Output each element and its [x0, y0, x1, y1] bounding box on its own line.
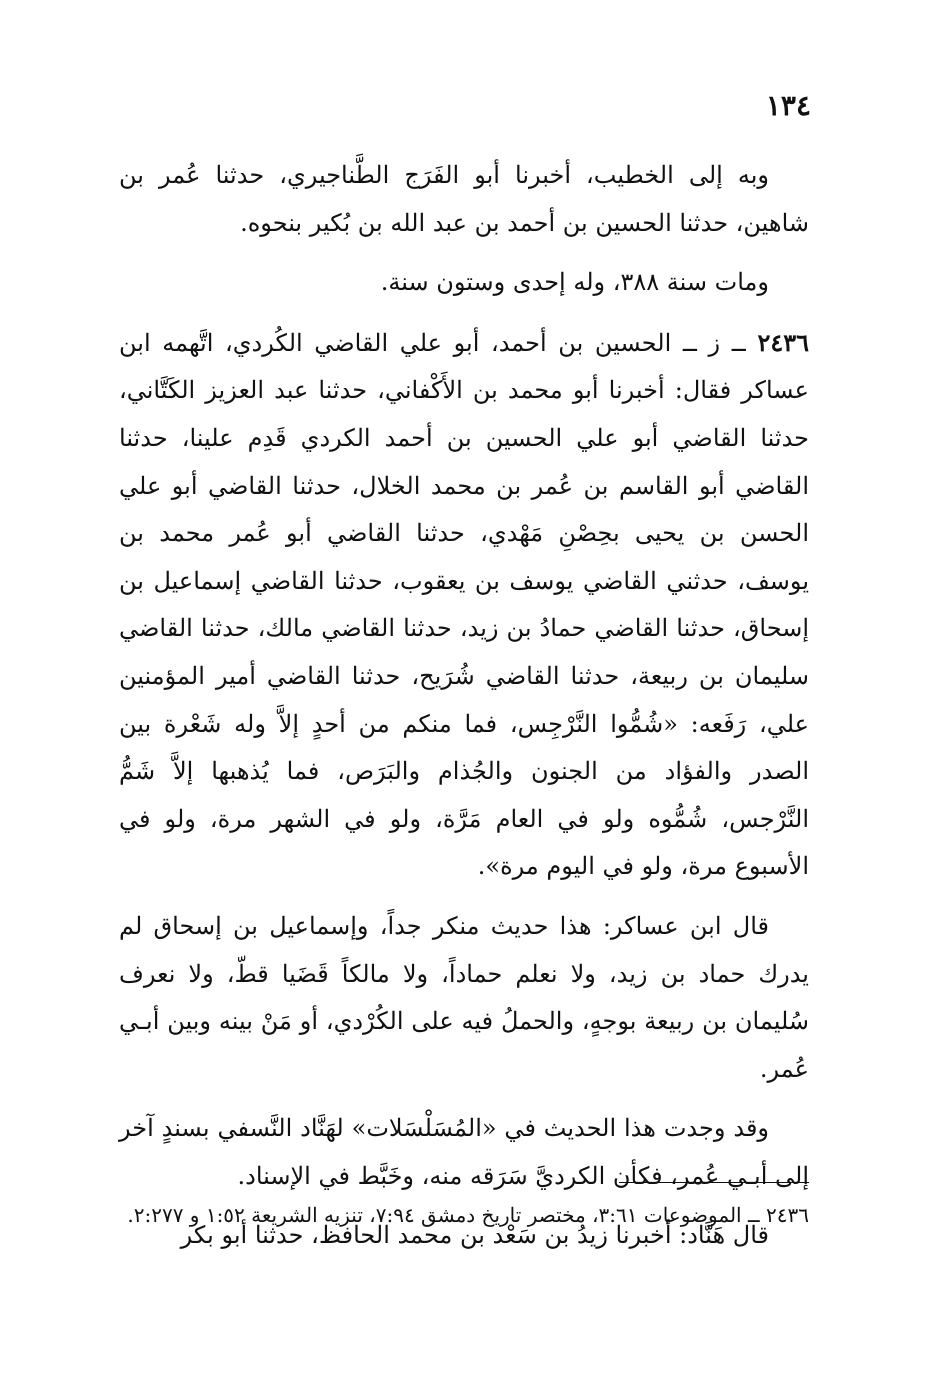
page-number: ١٣٤ [765, 89, 811, 122]
entry-text: ــ ز ــ الحسين بن أحمد، أبو علي القاضي الكُردي، اتَّهمه ابن عساكر فقال: أخبرنا أبو محمد بن الأَكْفاني، حدثنا عبد العزيز الكَتَّاني، حدثنا القاضي أبو علي الحسين بن أحمد الكردي قَدِم علينا، حدثنا القاضي أبو القاسم بن عُمر بن محمد الخلال، حدثنا القاضي أبو علي الحسن بن يحيى بحِصْنِ مَهْدي، حدثنا القاضي أبو عُمر محمد بن يوسف، حدثني القاضي يوسف بن يعقوب، حدثنا القاضي إسماعيل بن إسحاق، حدثنا القاضي حمادُ بن زيد، حدثنا القاضي مالك، حدثنا القاضي سليمان بن ربيعة، حدثنا القاضي شُرَيح، حدثنا القاضي أمير المؤمنين علي، رَفَعه: «شُمُّوا النَّرْجِس، فما منكم من أحدٍ إلاَّ وله شَعْرة بين الصدر والفؤاد من الجنون والجُذام والبَرَص، فما يُذهبها إلاَّ شَمُّ النَّرْجس، شُمُّوه ولو في العام مَرَّة، ولو في الشهر مرة، ولو في الأسبوع مرة، ولو في اليوم مرة». [119, 328, 810, 881]
paragraph-ibn-asakir-comment: قال ابن عساكر: هذا حديث منكر جداً، وإسماعيل بن إسحاق لم يدرك حماد بن زيد، ولا نعلم حماداً، ولا مالكاً قَضَيا قطّ، ولا نعرف سُليمان بن ربيعة بوجهٍ، والحملُ فيه على الكُرْدي، أو مَنْ بينه وبين أبـي عُمر. [119, 911, 809, 1083]
footnote-divider [619, 1182, 809, 1183]
entry-number: ٢٤٣٦ [757, 327, 809, 357]
main-text [119, 152, 809, 1272]
paragraph-hannad-chain: قال هَنَّاد: أخبرنا زيدُ بن سَعْد بن محمد الحافظ، حدثنا أبو بكر [180, 1221, 769, 1250]
paragraph-musalsalat-note: وقد وجدت هذا الحديث في «المُسَلْسَلات» لهَنَّاد النَّسفي بسندٍ آخر إلى أبـي عُمر، فكأن الكرديَّ سَرَقه منه، وخَبَّط في الإسناد. [119, 1114, 809, 1190]
paragraph-death-note: ومات سنة ٣٨٨، وله إحدى وستون سنة. [380, 268, 769, 297]
paragraph-chain-note: وبه إلى الخطيب، أخبرنا أبو الفَرَج الطَّناجيري، حدثنا عُمر بن شاهين، حدثنا الحسين بن أحمد بن عبد الله بن بُكير بنحوه. [119, 161, 809, 237]
footnote [119, 1196, 809, 1234]
paragraph-entry-2436 [119, 319, 809, 891]
footnote-text: ٢٤٣٦ ــ الموضوعات ٣:٦١، مختصر تاريخ دمشق ٧:٩٤، تنزيه الشريعة ١:٥٢ و ٢:٢٧٧. [127, 1203, 809, 1227]
